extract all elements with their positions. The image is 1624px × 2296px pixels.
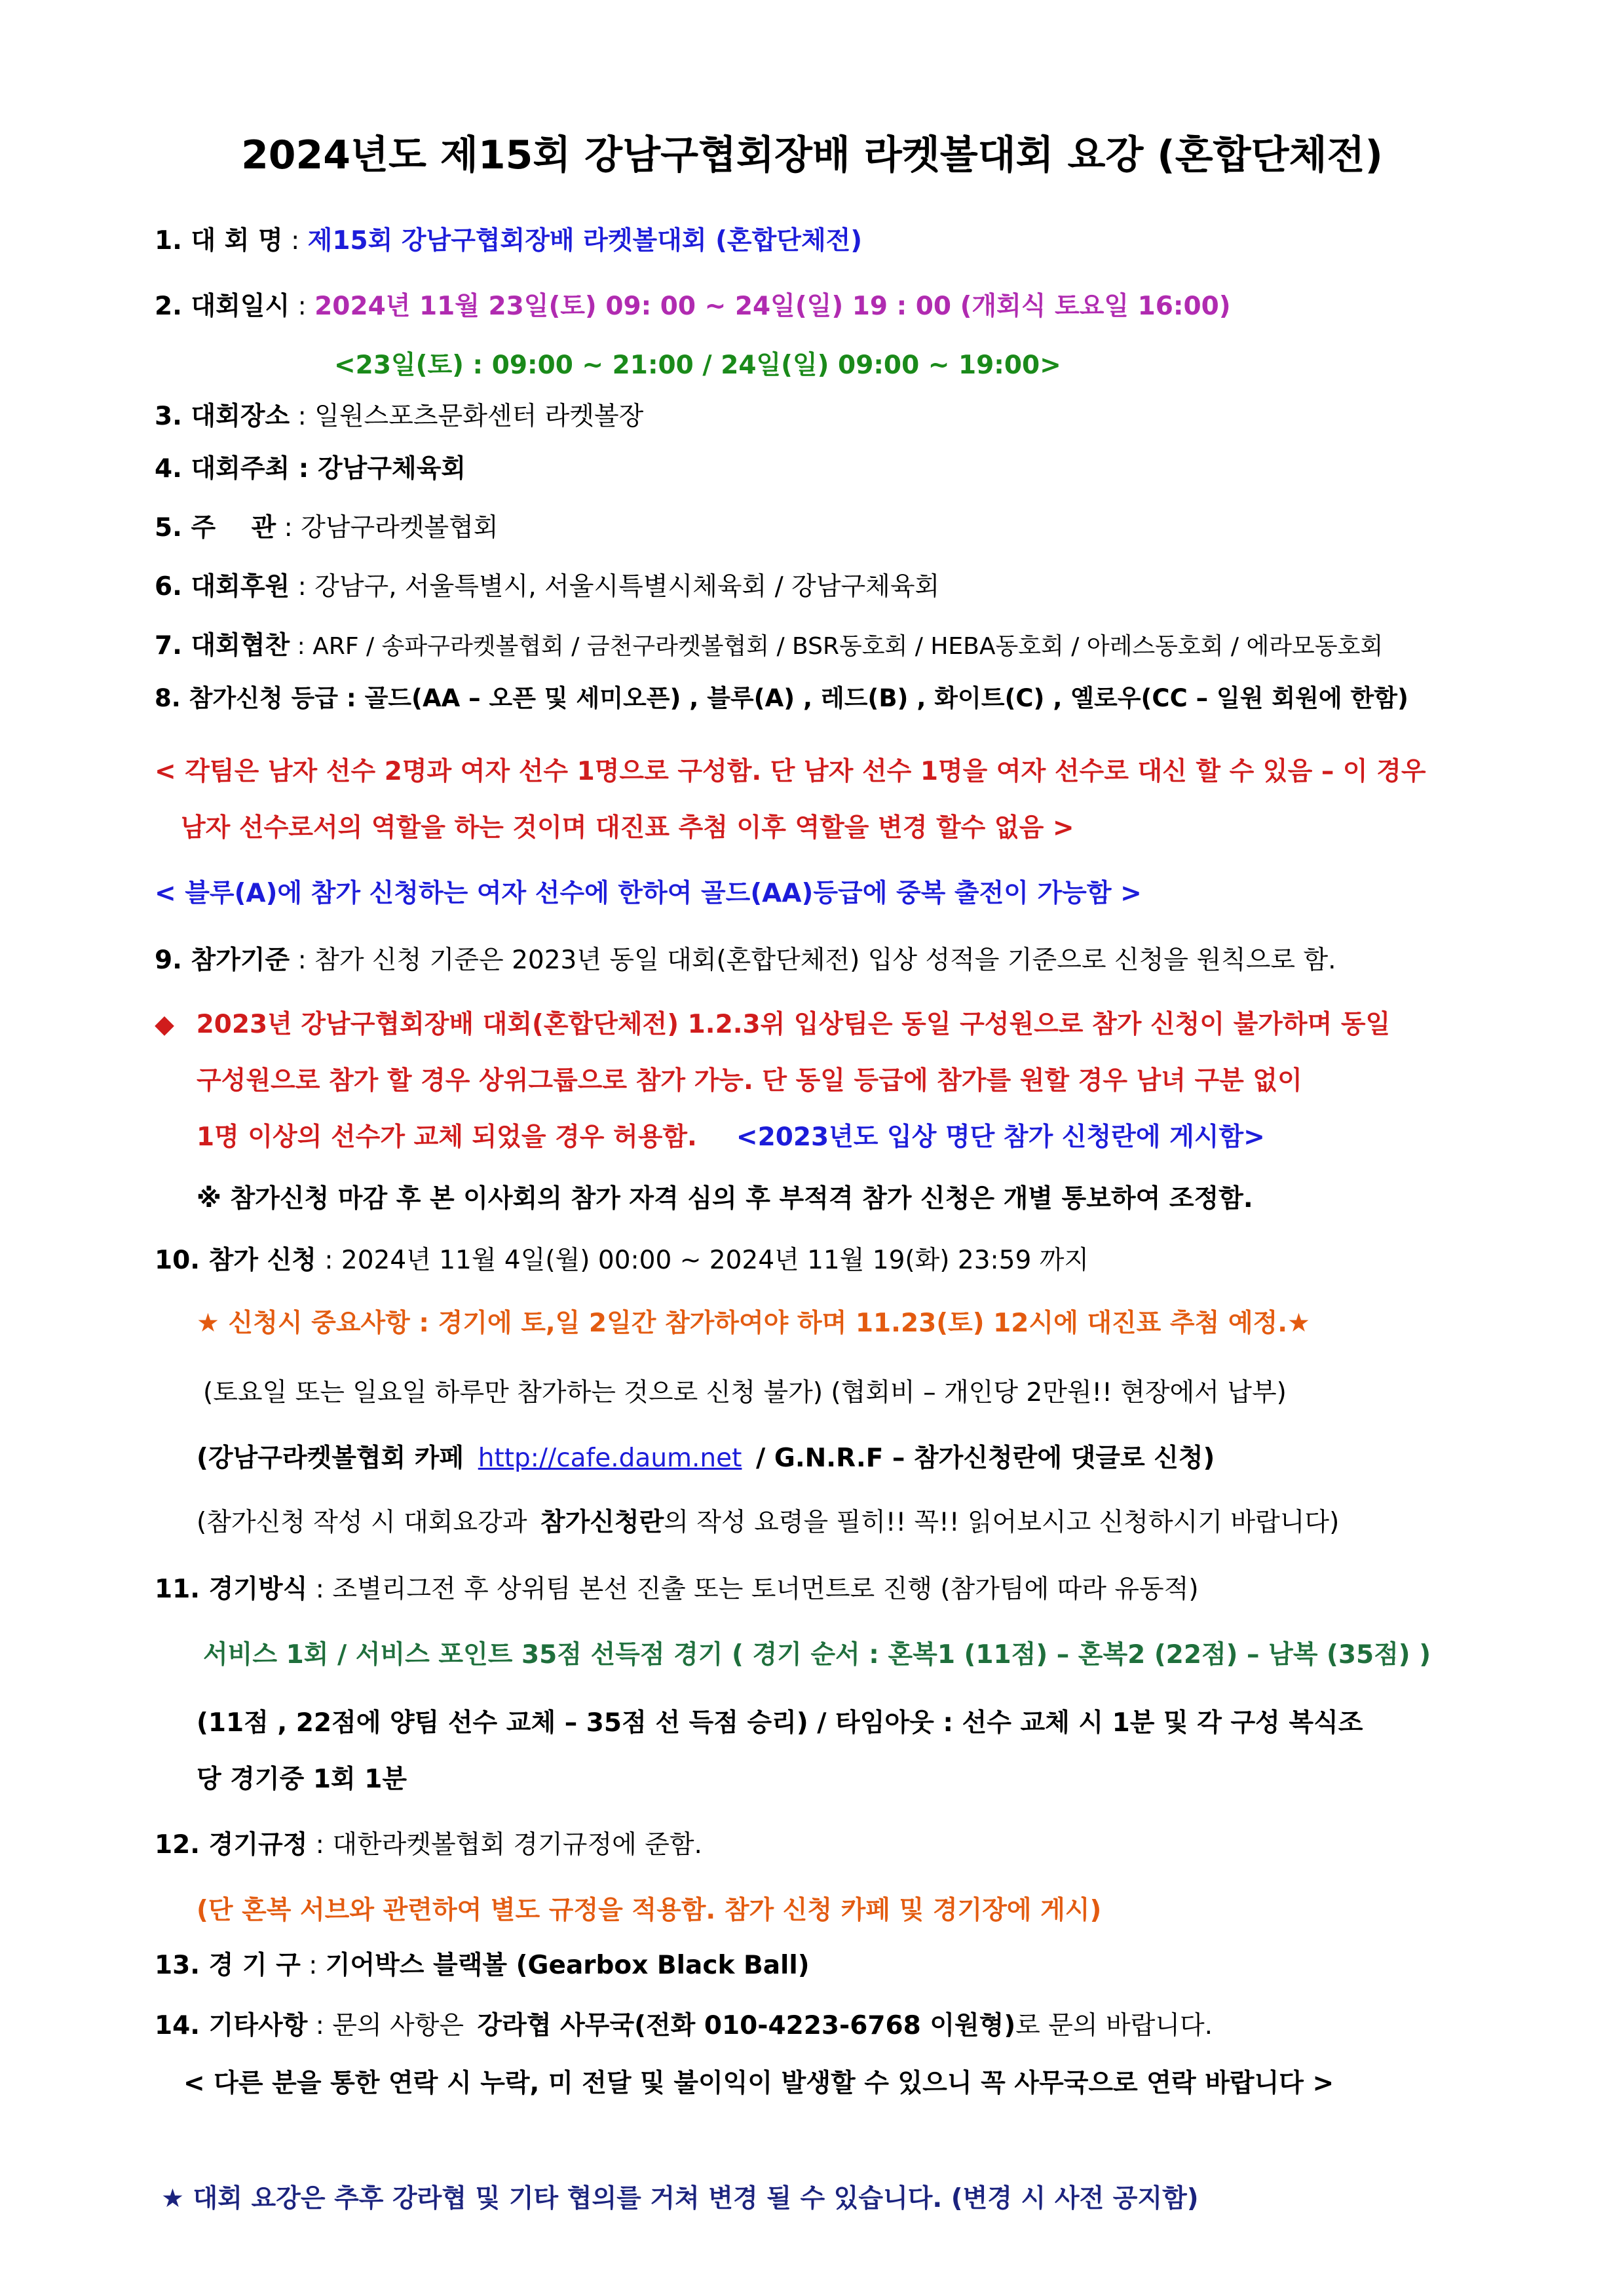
- item-value: 제15회 강남구협회장배 라켓볼대회 (혼합단체전): [307, 226, 863, 256]
- other-suffix: 로 문의 바랍니다.: [1015, 2011, 1213, 2040]
- item-value: 강남구라켓볼협회: [301, 513, 499, 543]
- document-title: 2024년도 제15회 강남구협회장배 라켓볼대회 요강 (혼합단체전): [241, 132, 1383, 178]
- item-value: 강남구체육회: [318, 454, 466, 484]
- footer-change-notice: ★ 대회 요강은 추후 강라협 및 기타 협의를 거쳐 변경 될 수 있습니다. (변경 시 사전 공지함): [161, 2184, 1199, 2213]
- guide-note-emphasis: 참가신청란: [540, 1508, 664, 1537]
- match-substitution-rules: (11점 , 22점에 양팀 선수 교체 – 35점 선 득점 승리) / 타임아웃 : 선수 교체 시 1분 및 각 구성 복식조: [197, 1708, 1363, 1738]
- item-competition-name: [155, 221, 862, 261]
- item-separator: :: [307, 2011, 333, 2040]
- item-separator: :: [290, 402, 315, 431]
- item-value: 대한라켓볼협회 경기규정에 준함.: [332, 1830, 702, 1860]
- cafe-link[interactable]: http://cafe.daum.net: [478, 1444, 742, 1473]
- criteria-restriction-3: [197, 1118, 1265, 1157]
- contact-info: 강라협 사무국(전화 010-4223-6768 이원형): [477, 2011, 1016, 2040]
- registration-cafe-note: [197, 1439, 1215, 1478]
- other-prefix: 문의 사항은: [332, 2011, 464, 2040]
- item-value: 기어박스 블랙볼 (Gearbox Black Ball): [325, 1951, 810, 1980]
- item-label: 2. 대회일시: [155, 292, 290, 321]
- item-value: 2024년 11월 4일(월) 00:00 ~ 2024년 11월 19(화) 23:59 까지: [341, 1246, 1089, 1275]
- item-organizer: [155, 508, 499, 548]
- item-value: 조별리그전 후 상위팀 본선 진출 또는 토너먼트로 진행 (참가팀에 따라 유동적): [332, 1575, 1199, 1604]
- duplicate-entry-note: < 블루(A)에 참가 신청하는 여자 선수에 한하여 골드(AA)등급에 중복 출전이 가능함 >: [155, 879, 1142, 908]
- criteria-restriction-text: 2023년 강남구협회장배 대회(혼합단체전) 1.2.3위 입상팀은 동일 구성원으로 참가 신청이 불가하며 동일: [196, 1010, 1391, 1039]
- item-label: 3. 대회장소: [155, 402, 290, 431]
- criteria-winners-list-note: <2023년도 입상 명단 참가 신청란에 게시함>: [736, 1122, 1265, 1152]
- item-value: ARF / 송파구라켓볼협회 / 금천구라켓볼협회 / BSR동호회 / HEBA동호회 / 아레스동호회 / 에라모동호회: [312, 633, 1384, 660]
- item-datetime-detail: <23일(토) : 09:00 ~ 21:00 / 24일(일) 09:00 ~ 19:00>: [334, 351, 1061, 380]
- item-separator: :: [338, 684, 365, 712]
- item-label: 9. 참가기준: [155, 946, 290, 975]
- guide-note-prefix: (참가신청 작성 시 대회요강과: [197, 1508, 527, 1537]
- match-substitution-rules-cont: 당 경기중 1회 1분: [197, 1765, 407, 1794]
- item-grades: [155, 679, 1408, 718]
- item-label: 11. 경기방식: [155, 1575, 308, 1604]
- registration-fee-note: (토요일 또는 일요일 하루만 참가하는 것으로 신청 불가) (협회비 – 개인당 2만원!! 현장에서 납부): [203, 1378, 1287, 1407]
- cafe-note-suffix: / G.N.R.F – 참가신청란에 댓글로 신청): [756, 1444, 1215, 1473]
- item-competition-datetime: [155, 287, 1231, 326]
- item-label: 5. 주 관: [155, 513, 276, 543]
- regulations-serve-note: (단 혼복 서브와 관련하여 별도 규정을 적용함. 참가 신청 카페 및 경기장에 게시): [197, 1896, 1102, 1925]
- registration-important-note: ★ 신청시 중요사항 : 경기에 토,일 2일간 참가하여야 하며 11.23(토) 12시에 대진표 추첨 예정.★: [197, 1309, 1310, 1338]
- item-label: 6. 대회후원: [155, 572, 290, 602]
- item-registration: [155, 1241, 1089, 1280]
- item-venue: [155, 397, 643, 436]
- item-value: 골드(AA – 오픈 및 세미오픈) , 블루(A) , 레드(B) , 화이트(C) , 옐로우(CC – 일원 회원에 한함): [364, 684, 1408, 712]
- match-service-rules: 서비스 1회 / 서비스 포인트 35점 선득점 경기 ( 경기 순서 : 혼복1 (11점) – 혼복2 (22점) – 남복 (35점) ): [203, 1640, 1431, 1670]
- item-separator: :: [300, 1951, 326, 1980]
- guide-note-suffix: 의 작성 요령을 필히!! 꼭!! 읽어보시고 신청하시기 바랍니다): [664, 1508, 1340, 1537]
- item-host: [155, 450, 466, 489]
- team-composition-note-cont: 남자 선수로서의 역할을 하는 것이며 대진표 추첨 이후 역할을 변경 할수 없음 >: [181, 813, 1074, 843]
- item-value: 강남구, 서울특별시, 서울시특별시체육회 / 강남구체육회: [314, 572, 940, 602]
- item-label: 8. 참가신청 등급: [155, 684, 339, 712]
- item-cosponsor: [155, 626, 1383, 666]
- item-label: 7. 대회협찬: [155, 631, 290, 660]
- item-separator: :: [290, 572, 315, 602]
- item-value: 참가 신청 기준은 2023년 동일 대회(혼합단체전) 입상 성적을 기준으로 신청을 원칙으로 함.: [314, 946, 1336, 975]
- criteria-restriction-2: 구성원으로 참가 할 경우 상위그룹으로 참가 가능. 단 동일 등급에 참가를 원할 경우 남녀 구분 없이: [197, 1066, 1302, 1096]
- item-label: 1. 대 회 명: [155, 226, 283, 256]
- item-label: 14. 기타사항: [155, 2011, 308, 2040]
- item-match-format: [155, 1570, 1199, 1609]
- contact-warning-note: < 다른 분을 통한 연락 시 누락, 미 전달 및 불이익이 발생할 수 있으니 꼭 사무국으로 연락 바랍니다 >: [183, 2069, 1334, 2098]
- item-separator: :: [316, 1246, 341, 1275]
- item-sponsor: [155, 567, 939, 607]
- item-label: 10. 참가 신청: [155, 1246, 316, 1275]
- item-ball: [155, 1946, 810, 1985]
- item-other: [155, 2006, 1213, 2046]
- item-regulations: [155, 1826, 702, 1865]
- team-composition-note: < 각팀은 남자 선수 2명과 여자 선수 1명으로 구성함. 단 남자 선수 1명을 여자 선수로 대신 할 수 있음 – 이 경우: [155, 757, 1426, 786]
- item-separator: :: [307, 1575, 333, 1604]
- item-separator: :: [290, 454, 318, 484]
- item-label: 4. 대회주최: [155, 454, 290, 484]
- item-label: 12. 경기규정: [155, 1830, 308, 1860]
- item-separator: :: [290, 633, 313, 660]
- item-label: 13. 경 기 구: [155, 1951, 301, 1980]
- item-separator: :: [307, 1830, 333, 1860]
- item-value: 2024년 11월 23일(토) 09: 00 ~ 24일(일) 19 : 00 (개회식 토요일 16:00): [314, 292, 1231, 321]
- criteria-review-note: ※ 참가신청 마감 후 본 이사회의 참가 자격 심의 후 부적격 참가 신청은 개별 통보하여 조정함.: [197, 1184, 1253, 1214]
- criteria-restriction-1: [155, 1005, 1390, 1044]
- item-criteria: [155, 941, 1336, 980]
- registration-guide-note: [197, 1503, 1339, 1542]
- item-separator: :: [290, 292, 315, 321]
- item-separator: :: [282, 226, 308, 256]
- item-separator: :: [290, 946, 315, 975]
- item-value: 일원스포츠문화센터 라켓볼장: [314, 402, 644, 431]
- cafe-note-prefix: (강남구라켓볼협회 카페: [197, 1444, 464, 1473]
- criteria-restriction-text: 1명 이상의 선수가 교체 되었을 경우 허용함.: [197, 1122, 697, 1152]
- diamond-icon: ◆: [155, 1010, 174, 1039]
- item-separator: :: [276, 513, 301, 543]
